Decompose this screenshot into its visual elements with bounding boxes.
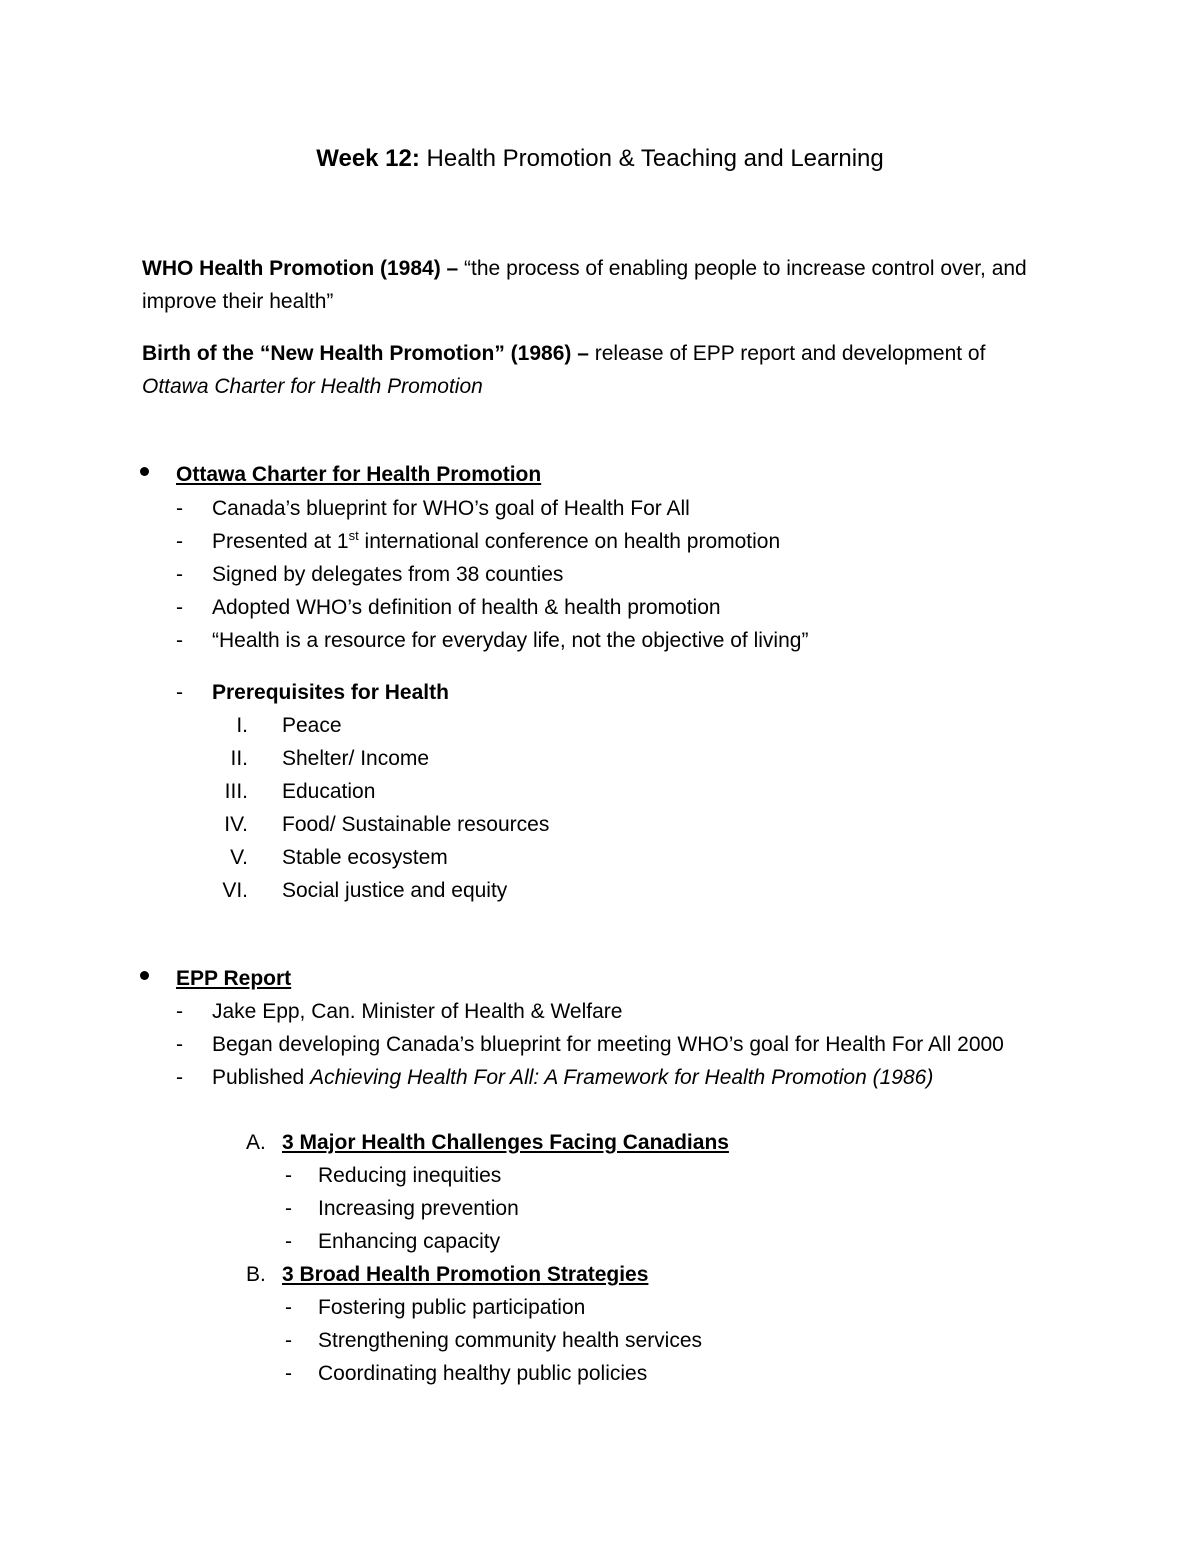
- who-quote-1: “the process of enabling people to increase control over, and: [464, 257, 1027, 280]
- section-b-heading: 3 Broad Health Promotion Strategies: [282, 1263, 649, 1286]
- section-b-letter: B.: [246, 1263, 266, 1286]
- dash-marker: -: [176, 596, 183, 619]
- presented-sup: st: [348, 528, 359, 543]
- section-a-heading: 3 Major Health Challenges Facing Canadians: [282, 1131, 729, 1154]
- who-definition-line2: improve their health”: [142, 290, 334, 313]
- prereq-item: Social justice and equity: [282, 879, 508, 902]
- who-definition-line1: [142, 256, 1027, 281]
- dash-marker: -: [285, 1362, 292, 1385]
- dash-marker: -: [176, 530, 183, 553]
- title-text: Health Promotion & Teaching and Learning: [419, 145, 884, 172]
- dash-marker: -: [285, 1230, 292, 1253]
- birth-line1: [142, 341, 985, 366]
- section-a-letter: A.: [246, 1131, 266, 1154]
- prereq-item: Food/ Sustainable resources: [282, 813, 550, 836]
- challenge-item: Enhancing capacity: [318, 1230, 501, 1253]
- ottawa-item-blueprint: Canada’s blueprint for WHO’s goal of Health For All: [212, 497, 690, 520]
- published-pre: Published: [212, 1066, 311, 1089]
- birth-line2: Ottawa Charter for Health Promotion: [142, 375, 483, 398]
- prereq-num: III.: [224, 780, 248, 803]
- challenge-item: Increasing prevention: [318, 1197, 519, 1220]
- page-title: [0, 145, 1200, 174]
- presented-pre: Presented at 1: [212, 530, 349, 553]
- prereq-num: I.: [236, 714, 248, 737]
- dash-marker: -: [176, 497, 183, 520]
- ottawa-item-adopted: Adopted WHO’s definition of health & health promotion: [212, 596, 721, 619]
- prereq-item: Peace: [282, 714, 342, 737]
- dash-marker: -: [285, 1164, 292, 1187]
- dash-marker: -: [176, 563, 183, 586]
- prereq-num: V.: [230, 846, 248, 869]
- dash-marker: -: [176, 1000, 183, 1023]
- epp-item-published: [212, 1065, 933, 1090]
- ottawa-item-presented: [212, 529, 780, 554]
- published-title: Achieving Health For All: A Framework for Health Promotion (1986): [310, 1066, 934, 1089]
- bullet-icon: [140, 467, 149, 476]
- dash-marker: -: [176, 1066, 183, 1089]
- dash-marker: -: [176, 1033, 183, 1056]
- epp-heading: EPP Report: [176, 967, 292, 990]
- birth-text: release of EPP report and development of: [594, 342, 986, 365]
- strategy-item: Coordinating healthy public policies: [318, 1362, 648, 1385]
- ottawa-item-quote: “Health is a resource for everyday life, not the objective of living”: [212, 629, 809, 652]
- prereq-item: Stable ecosystem: [282, 846, 448, 869]
- dash-marker: -: [176, 629, 183, 652]
- prereq-item: Shelter/ Income: [282, 747, 430, 770]
- epp-item-minister: Jake Epp, Can. Minister of Health & Welfare: [212, 1000, 623, 1023]
- prereq-item: Education: [282, 780, 376, 803]
- birth-label: Birth of the “New Health Promotion” (1986) –: [142, 342, 595, 365]
- dash-marker: -: [176, 681, 183, 704]
- prereq-num: VI.: [222, 879, 248, 902]
- challenge-item: Reducing inequities: [318, 1164, 502, 1187]
- bullet-icon: [140, 971, 149, 980]
- strategy-item: Strengthening community health services: [318, 1329, 703, 1352]
- dash-marker: -: [285, 1296, 292, 1319]
- prereq-num: IV.: [224, 813, 248, 836]
- presented-post: international conference on health promotion: [358, 530, 781, 553]
- title-week: Week 12:: [316, 145, 420, 172]
- strategy-item: Fostering public participation: [318, 1296, 586, 1319]
- prereq-heading: Prerequisites for Health: [212, 681, 449, 704]
- who-label: WHO Health Promotion (1984) –: [142, 257, 465, 280]
- ottawa-item-signed: Signed by delegates from 38 counties: [212, 563, 564, 586]
- epp-item-blueprint: Began developing Canada’s blueprint for meeting WHO’s goal for Health For All 2000: [212, 1033, 1004, 1056]
- dash-marker: -: [285, 1329, 292, 1352]
- prereq-num: II.: [230, 747, 248, 770]
- ottawa-heading: Ottawa Charter for Health Promotion: [176, 463, 542, 486]
- dash-marker: -: [285, 1197, 292, 1220]
